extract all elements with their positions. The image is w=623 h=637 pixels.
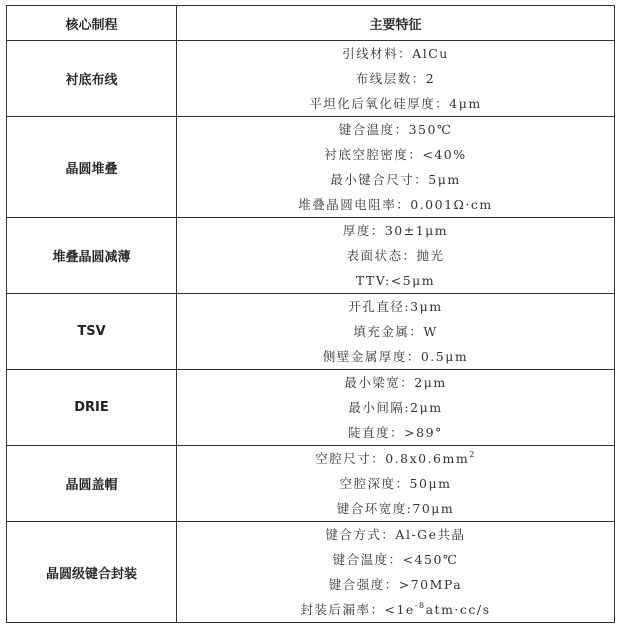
table-row (7, 41, 615, 117)
feature-list (177, 218, 615, 294)
process-name: 晶圆级键合封装 (7, 522, 177, 623)
feature-list (177, 522, 615, 623)
feature-item: 键合环宽度:70μm (336, 501, 455, 516)
feature-item: 最小间隔:2μm (348, 400, 443, 415)
feature-item: 平坦化后氧化硅厚度：4μm (309, 96, 482, 111)
table-row (7, 117, 615, 218)
feature-item: 键合温度：<450℃ (332, 552, 459, 567)
feature-list (177, 117, 615, 218)
feature-item: 衬底空腔密度：<40% (324, 147, 467, 162)
process-name: 衬底布线 (7, 41, 177, 117)
leak-rate-unit: atm·cc/s (425, 602, 491, 617)
feature-item: 键合强度：>70MPa (328, 577, 463, 592)
leak-rate-prefix: 封装后漏率：<1e (300, 602, 415, 617)
table-row (7, 218, 615, 294)
feature-item: 表面状态：抛光 (346, 248, 445, 263)
feature-list (177, 446, 615, 522)
process-name: 堆叠晶圆减薄 (7, 218, 177, 294)
table-row (7, 294, 615, 370)
table-row (7, 370, 615, 446)
leak-rate-exponent: -8 (414, 601, 426, 610)
feature-item: 最小梁宽：2μm (344, 375, 447, 390)
feature-item: 最小键合尺寸：5μm (330, 172, 461, 187)
feature-list (177, 41, 615, 117)
feature-item: TTV:<5μm (355, 273, 436, 288)
feature-item: 陡直度：>89° (348, 425, 443, 440)
feature-item: 空腔深度：50μm (339, 476, 452, 491)
process-name: 晶圆盖帽 (7, 446, 177, 522)
feature-item: 开孔直径:3μm (348, 299, 443, 314)
table-row (7, 446, 615, 522)
process-name: 晶圆堆叠 (7, 117, 177, 218)
feature-item: 厚度：30±1μm (342, 223, 449, 238)
superscript: 2 (469, 450, 476, 459)
table-row (7, 522, 615, 623)
feature-item (177, 597, 614, 622)
feature-item: 填充金属：W (353, 324, 438, 339)
process-name: DRIE (7, 370, 177, 446)
process-name: TSV (7, 294, 177, 370)
feature-item: 键合方式：Al-Ge共晶 (325, 527, 466, 542)
header-row (7, 6, 615, 41)
feature-item: 堆叠晶圆电阻率：0.001Ω·cm (298, 197, 493, 212)
feature-list (177, 370, 615, 446)
header-process: 核心制程 (7, 6, 177, 41)
feature-item (177, 446, 614, 471)
feature-item: 布线层数：2 (355, 71, 436, 86)
feature-item: 键合温度：350℃ (338, 122, 453, 137)
feature-list (177, 294, 615, 370)
cavity-size-text: 空腔尺寸：0.8x0.6mm (315, 451, 470, 466)
process-spec-table (6, 5, 615, 623)
feature-item: 侧壁金属厚度：0.5μm (322, 349, 469, 364)
header-features: 主要特征 (177, 6, 615, 41)
feature-item: 引线材料：AlCu (342, 46, 449, 61)
